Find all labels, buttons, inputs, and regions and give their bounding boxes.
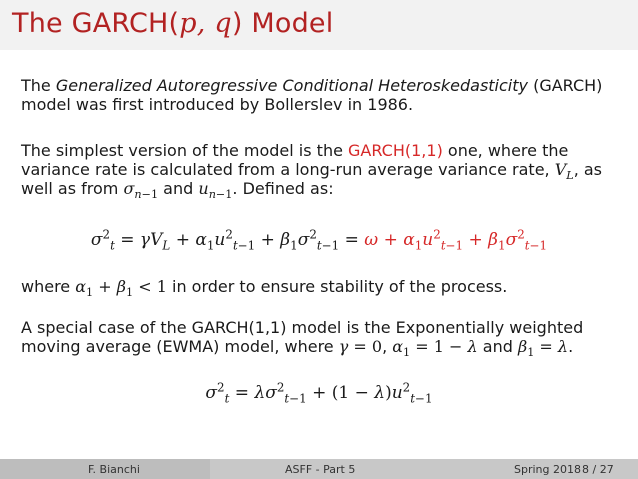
garch11-paragraph: The simplest version of the model is the GARCH(1,1) one, where the variance rate is calculated from a long-run average variance rate, $V_L$, as well as from $\sigma_{n-1}$ and $u_{n-1}$. Defined as: — [21, 141, 603, 202]
title-bar — [0, 0, 638, 50]
footer-course: ASFF - Part 5 — [285, 463, 356, 476]
intro-paragraph: The Generalized Autoregressive Conditional Heteroskedasticity (GARCH) model was first introduced by Bollerslev in 1986. — [21, 76, 603, 114]
slide-title: The GARCH(p, q) Model — [12, 8, 334, 39]
footer-bar — [0, 459, 638, 479]
ewma-paragraph: A special case of the GARCH(1,1) model is the Exponentially weighted moving average (EWMA) model, where γ = 0, $\alpha_1 = 1 - \lambda$ and $\beta_1 = \lambda$. — [21, 318, 584, 360]
footer-page-number: 8 / 27 — [582, 463, 614, 476]
garch11-highlight: GARCH(1,1) — [348, 141, 443, 160]
ewma-equation: $\sigma^2_t = \lambda\sigma^2_{t-1} + (1 - \lambda)u^2_{t-1}$ — [205, 380, 433, 406]
footer-author: F. Bianchi — [88, 463, 140, 476]
footer-date: Spring 2018 — [514, 463, 581, 476]
stability-paragraph: where $\alpha_1 + \beta_1 < 1$ in order to ensure stability of the process. — [21, 277, 508, 300]
garch-equation: $\sigma^2_t = \gamma V_L + \alpha_1u^2_{t-1} + \beta_1\sigma^2_{t-1} = \omega + \alpha_1u^2_{t-1} + \beta_1\sigma^2_{t-1}$ — [90, 227, 548, 253]
